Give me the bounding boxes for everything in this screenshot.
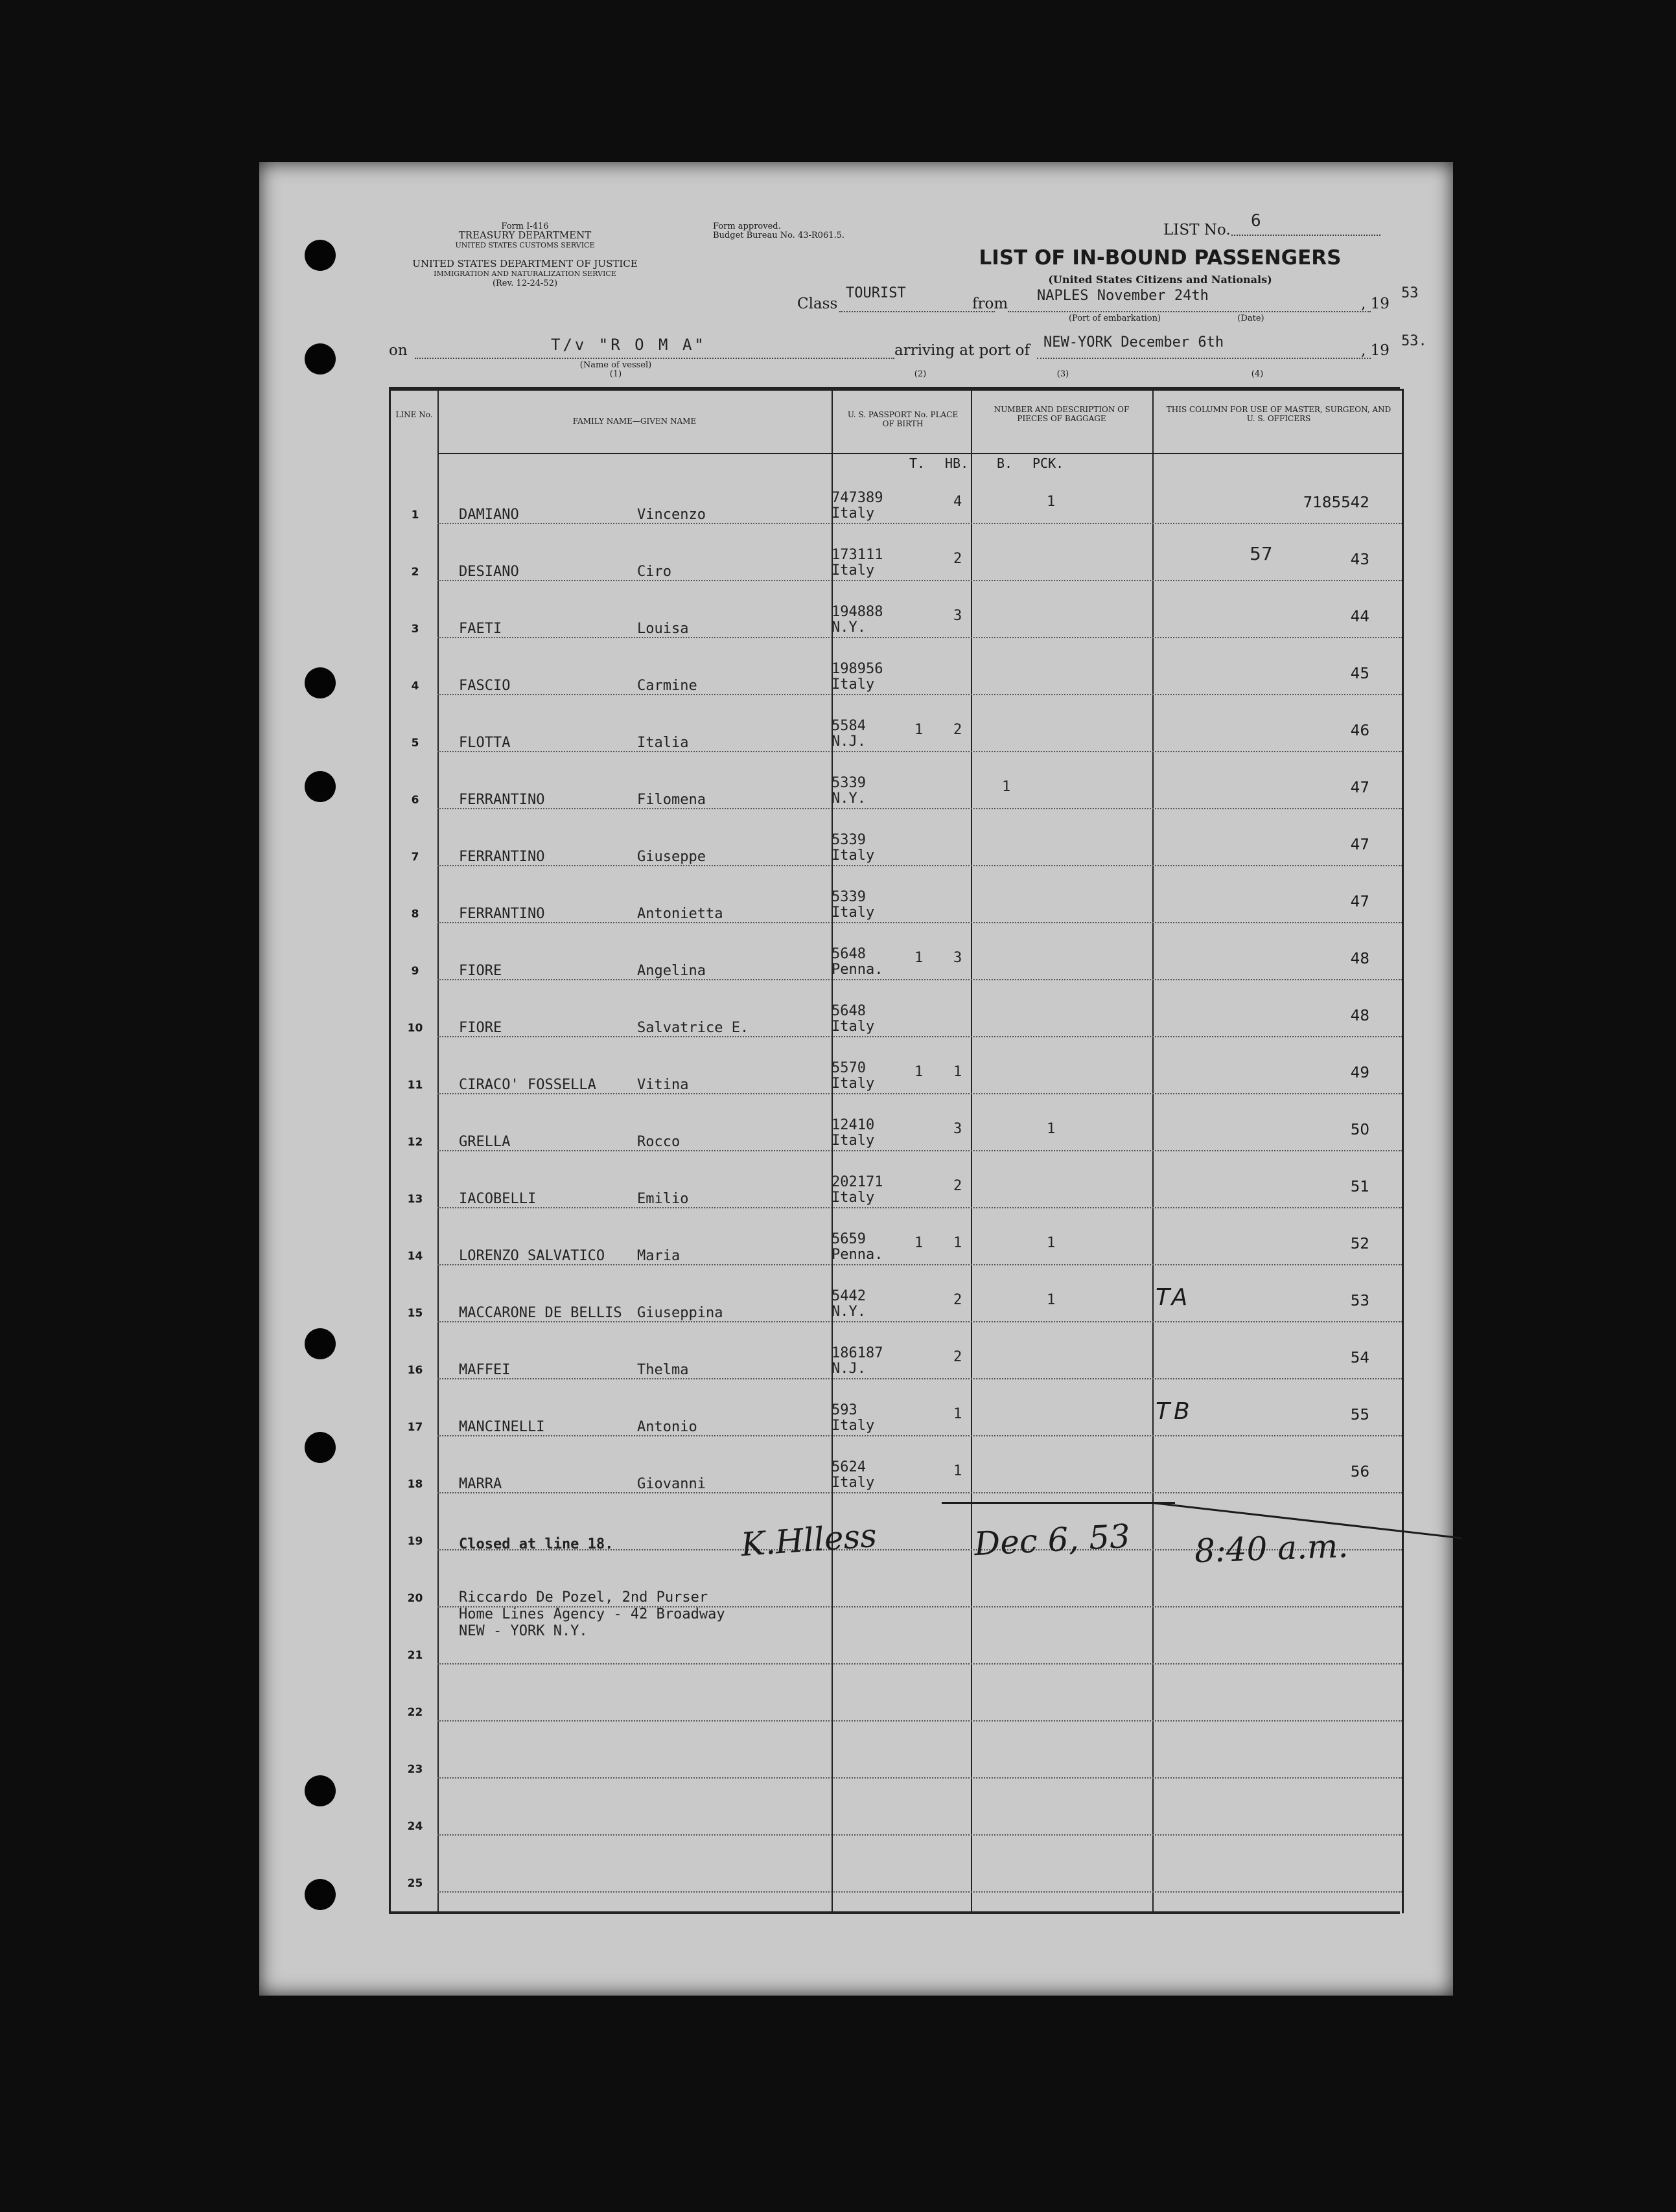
family-name: FERRANTINO	[459, 849, 545, 865]
list-label: LIST No.	[1163, 222, 1231, 238]
baggage-hb: 2	[953, 722, 962, 738]
baggage-b: 1	[1002, 779, 1011, 795]
from-label: from	[972, 295, 1008, 312]
officer-number: 50	[1350, 1122, 1369, 1138]
bag-pck-header: PCK.	[1032, 455, 1064, 471]
table-row-empty	[391, 1779, 1402, 1836]
row-line-number: 14	[407, 1250, 423, 1263]
class-value: TOURIST	[846, 285, 906, 301]
family-name: MAFFEI	[459, 1362, 511, 1378]
officer-number: 48	[1350, 1008, 1369, 1024]
caption-3: (3)	[1056, 369, 1069, 379]
place-of-birth: N.Y.	[832, 790, 866, 807]
signature-time: 8:40 a.m.	[1194, 1527, 1349, 1571]
baggage-hb: 2	[953, 1292, 962, 1308]
given-name: Louisa	[637, 621, 689, 637]
row-line-number: 13	[407, 1193, 423, 1206]
officer-number: 54	[1350, 1350, 1369, 1366]
baggage-hb: 3	[953, 608, 962, 624]
family-name: MANCINELLI	[459, 1419, 545, 1435]
row-line-number: 3	[411, 623, 419, 636]
year-arrive: 53.	[1401, 333, 1427, 349]
caption-4: (4)	[1251, 369, 1264, 379]
punch-hole	[305, 771, 336, 802]
vessel-line	[415, 358, 894, 359]
family-name: MARRA	[459, 1476, 502, 1492]
baggage-pck: 1	[1047, 1235, 1056, 1251]
family-name: GRELLA	[459, 1134, 511, 1150]
baggage-hb: 2	[953, 1349, 962, 1365]
table-row	[391, 1265, 1402, 1322]
table-row	[391, 1208, 1402, 1265]
family-name: LORENZO SALVATICO	[459, 1248, 605, 1264]
officer-number: 47	[1350, 836, 1369, 853]
officer-number: 47	[1350, 893, 1369, 910]
list-no-line	[1231, 235, 1380, 236]
place-of-birth: Penna.	[832, 962, 883, 978]
baggage-t: 1	[914, 950, 924, 966]
family-name: FLOTTA	[459, 735, 511, 751]
table-row	[391, 752, 1402, 809]
table-row	[391, 809, 1402, 866]
place-of-birth: Italy	[832, 1076, 875, 1092]
given-name: Emilio	[637, 1191, 689, 1207]
passport-number: 5659	[832, 1231, 866, 1247]
given-name: Carmine	[637, 678, 697, 694]
passport-number: 5648	[832, 946, 866, 962]
row-line-number: 2	[411, 566, 419, 579]
given-name: Italia	[637, 735, 689, 751]
purser-note: Riccardo De Pozel, 2nd Purser	[459, 1589, 708, 1606]
passport-number: 12410	[832, 1117, 875, 1133]
family-name: DESIANO	[459, 564, 519, 580]
table-bottom-rule	[389, 1911, 1400, 1914]
family-name: CIRACO' FOSSELLA	[459, 1077, 596, 1093]
officer-number: 46	[1350, 722, 1369, 739]
revision: (Rev. 12-24-52)	[492, 279, 558, 288]
passport-number: 5339	[832, 775, 866, 791]
table-row-empty	[391, 1722, 1402, 1779]
given-name: Antonio	[637, 1419, 697, 1435]
table-row	[391, 1322, 1402, 1379]
row-line-number: 1	[411, 509, 419, 522]
table-row-empty	[391, 1665, 1402, 1722]
place-of-birth: Italy	[832, 505, 875, 522]
row-line-number: 17	[407, 1421, 423, 1434]
customs-service: UNITED STATES CUSTOMS SERVICE	[455, 241, 595, 249]
passport-number: 593	[832, 1402, 857, 1418]
extra-number-57: 57	[1250, 543, 1273, 564]
row-line-number: 18	[407, 1478, 423, 1491]
place-of-birth: Penna.	[832, 1247, 883, 1263]
baggage-hb: 4	[953, 494, 962, 510]
col-header-baggage: NUMBER AND DESCRIPTION OF PIECES OF BAGGAGE	[994, 405, 1130, 423]
baggage-hb: 1	[953, 1235, 962, 1251]
passport-number: 5648	[832, 1003, 866, 1019]
col-header-officers: THIS COLUMN FOR USE OF MASTER, SURGEON, AND U. S. OFFICERS	[1166, 405, 1391, 423]
closing-pen-line	[942, 1502, 1175, 1504]
row-line-number: 21	[407, 1649, 423, 1662]
bag-hb-header: HB.	[945, 455, 969, 471]
baggage-hb: 1	[953, 1064, 962, 1080]
given-name: Vitina	[637, 1077, 689, 1093]
given-name: Maria	[637, 1248, 681, 1264]
table-row-empty	[391, 1836, 1402, 1893]
on-label: on	[389, 342, 408, 359]
place-of-birth: Italy	[832, 847, 875, 864]
place-of-birth: Italy	[832, 904, 875, 921]
officer-signature: K.Hlless	[739, 1516, 878, 1564]
passport-number: 202171	[832, 1174, 883, 1190]
baggage-pck: 1	[1047, 1292, 1056, 1308]
given-name: Ciro	[637, 564, 671, 580]
row-line-number: 9	[411, 965, 419, 978]
row-line-number: 25	[407, 1877, 423, 1890]
given-name: Giovanni	[637, 1476, 706, 1492]
row-line-number: 4	[411, 680, 419, 693]
given-name: Rocco	[637, 1134, 681, 1150]
officer-number: 51	[1350, 1179, 1369, 1195]
class-line	[839, 311, 995, 312]
page-title: LIST OF IN-BOUND PASSENGERS	[979, 246, 1342, 270]
form-number: Form I-416	[501, 222, 549, 231]
arriving-value: NEW-YORK December 6th	[1043, 334, 1224, 351]
passport-number: 5584	[832, 718, 866, 734]
passport-number: 5442	[832, 1288, 866, 1304]
family-name: FERRANTINO	[459, 792, 545, 808]
passenger-manifest-page	[259, 162, 1453, 1996]
closed-note: Closed at line 18.	[459, 1536, 614, 1552]
baggage-hb: 2	[953, 1178, 962, 1194]
family-name: FERRANTINO	[459, 906, 545, 922]
baggage-hb: 1	[953, 1463, 962, 1479]
agency-note: Home Lines Agency - 42 Broadway	[459, 1606, 725, 1622]
row-line-number: 20	[407, 1592, 423, 1605]
place-of-birth: Italy	[832, 1190, 875, 1206]
baggage-t: 1	[914, 1235, 924, 1251]
baggage-hb: 3	[953, 950, 962, 966]
place-of-birth: Italy	[832, 1019, 875, 1035]
place-of-birth: Italy	[832, 562, 875, 579]
baggage-t: 1	[914, 722, 924, 738]
given-name: Giuseppe	[637, 849, 706, 865]
form-approved: Form approved.	[713, 222, 781, 231]
officer-number: 56	[1350, 1464, 1369, 1480]
punch-hole	[305, 1432, 336, 1463]
passport-number: 186187	[832, 1345, 883, 1361]
baggage-pck: 1	[1047, 1121, 1056, 1137]
punch-hole	[305, 667, 336, 698]
list-number: 6	[1251, 211, 1261, 231]
passport-number: 194888	[832, 604, 883, 620]
place-of-birth: N.Y.	[832, 619, 866, 636]
given-name: Antonietta	[637, 906, 723, 922]
officer-number: 43	[1350, 551, 1369, 568]
passport-number: 198956	[832, 661, 883, 677]
table-row	[391, 695, 1402, 752]
given-name: Vincenzo	[637, 507, 706, 523]
page-subtitle: (United States Citizens and Nationals)	[1048, 273, 1272, 286]
arriving-line	[1037, 358, 1371, 359]
table-row	[391, 638, 1402, 695]
table-row	[391, 1094, 1402, 1151]
officer-number: 55	[1350, 1407, 1369, 1423]
vessel-name: T/v "R O M A"	[551, 336, 706, 354]
passport-number: 5339	[832, 832, 866, 848]
signature-date: Dec 6, 53	[973, 1517, 1132, 1563]
baggage-hb: 1	[953, 1406, 962, 1422]
family-name: FAETI	[459, 621, 502, 637]
col-header-name: FAMILY NAME—GIVEN NAME	[572, 417, 697, 426]
row-rule	[437, 1891, 1402, 1893]
officer-number: 53	[1350, 1293, 1369, 1309]
given-name: Salvatrice E.	[637, 1020, 749, 1036]
table-row	[391, 980, 1402, 1037]
family-name: DAMIANO	[459, 507, 519, 523]
family-name: IACOBELLI	[459, 1191, 537, 1207]
row-line-number: 10	[407, 1022, 423, 1035]
budget-bureau: Budget Bureau No. 43-R061.5.	[713, 231, 845, 240]
justice-dept: UNITED STATES DEPARTMENT OF JUSTICE	[412, 258, 638, 270]
family-name: FASCIO	[459, 678, 511, 694]
officer-mark: TA	[1156, 1284, 1192, 1311]
place-of-birth: Italy	[832, 1133, 875, 1149]
baggage-hb: 2	[953, 551, 962, 567]
family-name: FIORE	[459, 1020, 502, 1036]
table-row	[391, 866, 1402, 923]
punch-hole	[305, 1328, 336, 1359]
caption-1: (1)	[609, 369, 622, 379]
from-line	[1008, 311, 1371, 312]
given-name: Thelma	[637, 1362, 689, 1378]
baggage-t: 1	[914, 1064, 924, 1080]
place-of-birth: N.Y.	[832, 1304, 866, 1320]
given-name: Giuseppina	[637, 1305, 723, 1321]
table-row	[391, 1379, 1402, 1436]
table-row	[391, 581, 1402, 638]
table-row	[391, 467, 1402, 524]
baggage-hb: 3	[953, 1121, 962, 1137]
row-line-number: 24	[407, 1820, 423, 1833]
row-line-number: 6	[411, 794, 419, 807]
passport-number: 5570	[832, 1060, 866, 1076]
officer-number: 45	[1350, 665, 1369, 682]
row-line-number: 5	[411, 737, 419, 750]
col-header-passport: U. S. PASSPORT No. PLACE OF BIRTH	[847, 410, 959, 428]
treasury-dept: TREASURY DEPARTMENT	[458, 229, 592, 241]
family-name: FIORE	[459, 963, 502, 979]
header-divider	[437, 453, 1402, 454]
baggage-pck: 1	[1047, 494, 1056, 510]
table-row	[391, 1151, 1402, 1208]
table-row	[391, 1436, 1402, 1493]
date-caption: (Date)	[1237, 314, 1264, 323]
row-line-number: 15	[407, 1307, 423, 1320]
caption-2: (2)	[914, 369, 927, 379]
from-value: NAPLES November 24th	[1037, 288, 1209, 304]
officer-number: 48	[1350, 950, 1369, 967]
place-of-birth: Italy	[832, 1418, 875, 1434]
table-row	[391, 923, 1402, 980]
officer-number: 47	[1350, 779, 1369, 796]
arriving-label: arriving at port of	[894, 342, 1030, 359]
row-line-number: 12	[407, 1136, 423, 1149]
row-line-number: 19	[407, 1535, 423, 1548]
year-prefix-2: , 19	[1361, 342, 1390, 359]
vessel-caption: (Name of vessel)	[579, 360, 652, 370]
port-embark-caption: (Port of embarkation)	[1068, 314, 1161, 323]
row-line-number: 11	[407, 1079, 423, 1092]
passport-number: 173111	[832, 547, 883, 563]
punch-hole	[305, 240, 336, 271]
year-from: 53	[1401, 285, 1419, 301]
officer-number: 7185542	[1303, 494, 1369, 511]
row-line-number: 23	[407, 1763, 423, 1776]
passport-number: 5624	[832, 1459, 866, 1475]
officer-number: 49	[1350, 1065, 1369, 1081]
officer-number: 44	[1350, 608, 1369, 625]
row-line-number: 7	[411, 851, 419, 864]
place-of-birth: N.J.	[832, 733, 866, 750]
place-of-birth: Italy	[832, 1475, 875, 1491]
col-header-line: LINE No.	[395, 410, 433, 419]
city-note: NEW - YORK N.Y.	[459, 1623, 588, 1639]
row-line-number: 16	[407, 1364, 423, 1377]
table-row	[391, 1037, 1402, 1094]
bag-t-header: T.	[909, 455, 925, 471]
given-name: Filomena	[637, 792, 706, 808]
year-prefix: , 19	[1361, 295, 1390, 312]
place-of-birth: Italy	[832, 676, 875, 693]
punch-hole	[305, 1775, 336, 1806]
passport-number: 747389	[832, 490, 883, 506]
officer-mark: TB	[1156, 1398, 1194, 1425]
row-line-number: 22	[407, 1706, 423, 1719]
row-line-number: 8	[411, 908, 419, 921]
punch-hole	[305, 343, 336, 374]
class-label: Class	[797, 295, 838, 312]
table-top-rule	[389, 387, 1400, 389]
punch-hole	[305, 1879, 336, 1910]
place-of-birth: N.J.	[832, 1361, 866, 1377]
given-name: Angelina	[637, 963, 706, 979]
immigration-service: IMMIGRATION AND NATURALIZATION SERVICE	[434, 270, 616, 278]
passport-number: 5339	[832, 889, 866, 905]
family-name: MACCARONE DE BELLIS	[459, 1305, 622, 1321]
bag-b-header: B.	[997, 455, 1013, 471]
passenger-table	[389, 389, 1404, 1913]
officer-number: 52	[1350, 1236, 1369, 1252]
